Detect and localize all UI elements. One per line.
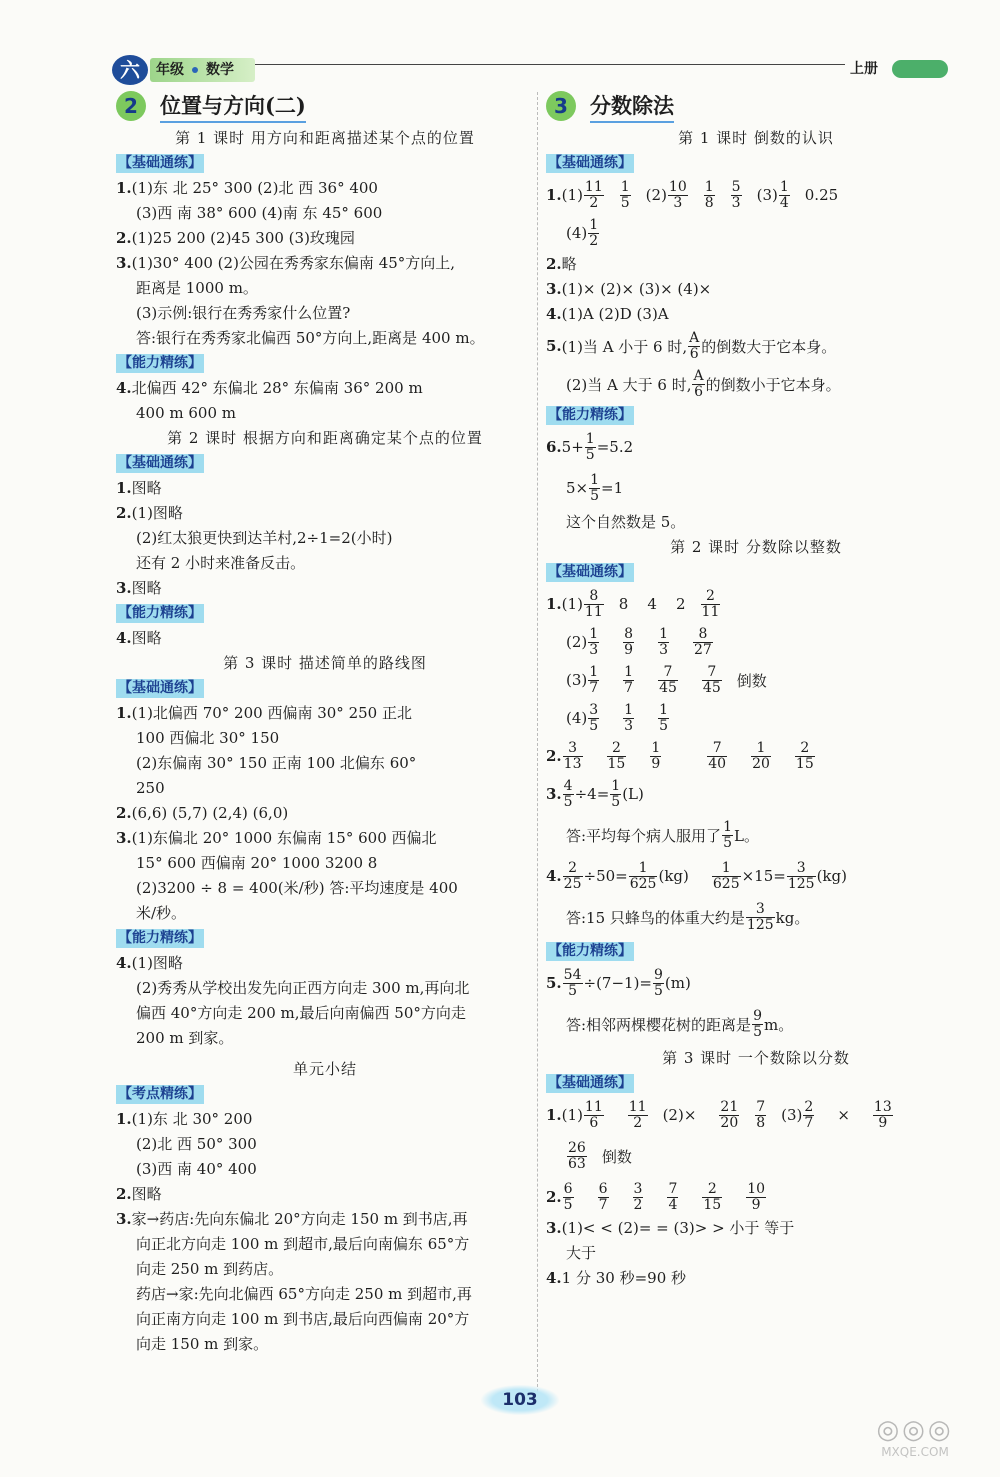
answer-line: 向正北方向走 100 m 到超市,最后向南偏东 65°方 [136,1235,470,1253]
fraction: $\frac{4}{5}$ [563,777,573,810]
answer-line: 2. $\frac{3}{13}$ $\frac{2}{15}$ $\frac{1}{9}$ $\frac{7}{40}$ $\frac{1}{20}$ $\frac{2}{15}$ [546,739,814,772]
fraction: $\frac{1}{7}$ [624,663,634,696]
answer-line: (3) $\frac{1}{7}$ $\frac{1}{7}$ $\frac{7}{45}$ $\frac{7}{45}$ 倒数 [566,663,767,696]
answer-line: 向走 150 m 到家。 [136,1335,269,1353]
answer-line: 5. $\frac{54}{5}$ ÷(7−1)= $\frac{9}{5}$ (m) [546,966,691,999]
answer-line: 3.(1)东偏北 20° 1000 东偏南 15° 600 西偏北 [116,829,437,847]
fraction: $\frac{1}{625}$ [629,859,657,892]
fraction: $\frac{1}{3}$ [589,625,599,658]
fraction: $\frac{7}{45}$ [659,663,677,696]
answer-line: 3.家→药店:先向东偏北 20°方向走 150 m 到书店,再 [116,1210,468,1228]
fraction: $\frac{26}{63}$ [568,1139,586,1172]
fraction: $\frac{9}{5}$ [654,966,663,999]
fraction: $\frac{5}{3}$ [731,178,741,211]
fraction: $\frac{1}{3}$ [624,701,634,734]
fraction: $\frac{1}{2}$ [589,216,599,249]
answer-line: 5× $\frac{1}{5}$ =1 [566,471,624,504]
practice-tag: 【能力精练】 [118,605,202,621]
answer-line: (4) $\frac{3}{5}$ $\frac{1}{3}$ $\frac{1}{5}$ [566,701,669,734]
column-divider [537,92,538,1392]
answer-line: (2)3200 ÷ 8 = 400(米/秒) 答:平均速度是 400 [136,879,458,897]
answer-line: 3.(1)× (2)× (3)× (4)× [546,280,712,298]
answer-line: 2. $\frac{6}{5}$ $\frac{6}{7}$ $\frac{3}{2}$ $\frac{7}{4}$ $\frac{2}{15}$ $\frac{10}{9}$ [546,1180,766,1213]
answer-line: 2.(1)25 200 (2)45 300 (3)玫瑰园 [116,229,355,247]
answer-line: 大于 [566,1244,597,1262]
practice-tag: 【能力精练】 [548,407,632,423]
fraction: $\frac{1}{9}$ [651,739,661,772]
section-number: 2 [116,91,146,121]
answer-line: (2) $\frac{1}{3}$ $\frac{8}{9}$ $\frac{1}{3}$ $\frac{8}{27}$ [566,625,712,658]
answer-line: 200 m 到家。 [136,1029,234,1047]
fraction: $\frac{54}{5}$ [563,966,582,999]
fraction: $\frac{2}{15}$ [703,1180,722,1213]
fraction: $\frac{3}{125}$ [746,900,774,933]
answer-line: 偏西 40°方向走 200 m,最后向南偏西 50°方向走 [136,1004,466,1022]
answer-line: $\frac{26}{63}$ 倒数 [568,1139,632,1172]
fraction: $\frac{1}{5}$ [659,701,669,734]
answer-line: (3)西 南 38° 600 (4)南 东 45° 600 [136,204,383,222]
fraction: $\frac{1}{4}$ [779,178,789,211]
section-title [546,88,966,124]
answer-line: (2)北 西 50° 300 [136,1135,257,1153]
fraction: $\frac{1}{5}$ [590,471,600,504]
lesson-title: 第 1 课时 用方向和距离描述某个点的位置 [175,129,475,147]
answer-line: 15° 600 西偏南 20° 1000 3200 8 [136,854,378,872]
fraction: $\frac{1}{7}$ [589,663,599,696]
header-rule [255,64,845,65]
fraction: $\frac{1}{5}$ [585,430,595,463]
fraction: $\frac{8}{27}$ [694,625,712,658]
fraction: $\frac{A}{6}$ [689,329,700,362]
section-number: 3 [546,91,576,121]
fraction: $\frac{7}{8}$ [756,1098,766,1131]
fraction: $\frac{1}{5}$ [723,818,732,851]
fraction: $\frac{21}{20}$ [720,1098,739,1131]
dot-icon [192,67,198,73]
practice-tag: 【能力精练】 [118,355,202,371]
fraction: $\frac{11}{2}$ [628,1098,647,1131]
practice-tag: 【基础通练】 [548,564,632,580]
answer-line: (2)当 A 大于 6 时, $\frac{A}{6}$ 的倒数小于它本身。 [566,367,841,400]
fraction: $\frac{8}{11}$ [584,587,603,620]
answer-line: (4) $\frac{1}{2}$ [566,216,599,249]
practice-tag: 【基础通练】 [118,680,202,696]
answer-line: 400 m 600 m [136,404,237,422]
fraction: $\frac{7}{40}$ [708,739,727,772]
answer-line: 距离是 1000 m。 [136,279,258,297]
answer-line: 向走 250 m 到药店。 [136,1260,284,1278]
fraction: $\frac{10}{3}$ [668,178,687,211]
answer-line: 1. (1) $\frac{8}{11}$ 8 4 2 $\frac{2}{11}$ [546,587,720,620]
answer-line: 250 [136,779,165,797]
answer-line: 4.1 分 30 秒=90 秒 [546,1269,687,1287]
answer-line: (3)示例:银行在秀秀家什么位置? [136,304,351,322]
answer-line: 2.(6,6) (5,7) (2,4) (6,0) [116,804,289,822]
answer-line: 4.北偏西 42° 东偏北 28° 东偏南 36° 200 m [116,379,423,397]
answer-line: 向正南方向走 100 m 到书店,最后向西偏南 20°方 [136,1310,470,1328]
fraction: $\frac{2}{7}$ [804,1098,814,1131]
answer-line: 1.图略 [116,479,162,497]
answer-line: 3.图略 [116,579,162,597]
answer-line: (3)西 南 40° 400 [136,1160,257,1178]
volume-label: 上册 [850,61,878,77]
fraction: $\frac{13}{9}$ [873,1098,892,1131]
left-column [116,88,534,1357]
fraction: $\frac{1}{8}$ [704,178,714,211]
answer-line: 5. (1)当 A 小于 6 时, $\frac{A}{6}$ 的倒数大于它本身。 [546,329,837,362]
practice-tag: 【基础通练】 [548,155,632,171]
fraction: $\frac{10}{9}$ [747,1180,766,1213]
fraction: $\frac{3}{2}$ [633,1180,643,1213]
answer-line: 还有 2 小时来准备反击。 [136,554,306,572]
practice-tag: 【能力精练】 [548,943,632,959]
answer-line: 米/秒。 [136,904,187,922]
answer-line: 3.(1)30° 400 (2)公园在秀秀家东偏南 45°方向上, [116,254,456,272]
fraction: $\frac{2}{15}$ [795,739,814,772]
lesson-title: 第 3 课时 一个数除以分数 [662,1049,850,1067]
answer-line: 1. (1) $\frac{11}{6}$ $\frac{11}{2}$ (2)× $\frac{21}{20}$ $\frac{7}{8}$ (3) $\frac{2}{7}$ × $\frac{13}{9}$ [546,1098,892,1131]
answer-line: 4.(1)图略 [116,954,183,972]
fraction: $\frac{3}{13}$ [563,739,582,772]
fraction: $\frac{A}{6}$ [693,367,704,400]
lesson-title: 第 3 课时 描述简单的路线图 [223,654,427,672]
fraction: $\frac{1}{625}$ [712,859,740,892]
practice-tag: 【基础通练】 [118,155,202,171]
fraction: $\frac{2}{11}$ [701,587,720,620]
answer-line: (2)秀秀从学校出发先向正西方向走 300 m,再向北 [136,979,470,997]
page-number: 103 [481,1385,559,1415]
answer-line: (2)红太狼更快到达羊村,2÷1=2(小时) [136,529,393,547]
watermark-logo-icon: ◎◎◎ [876,1415,954,1445]
unit-summary-title: 单元小结 [292,1060,357,1078]
lesson-title: 第 2 课时 分数除以整数 [670,538,842,556]
answer-line: 答:相邻两棵樱花树的距离是 $\frac{9}{5}$ m。 [566,1007,794,1040]
fraction: $\frac{1}{20}$ [752,739,770,772]
fraction: $\frac{7}{45}$ [702,663,721,696]
fraction: $\frac{11}{6}$ [584,1098,603,1131]
fraction: $\frac{11}{2}$ [584,178,603,211]
grade-label: 年级 [156,62,184,78]
answer-line: 6. 5+ $\frac{1}{5}$ =5.2 [546,430,634,463]
practice-tag: 【基础通练】 [118,455,202,471]
answer-line: 1. (1) $\frac{11}{2}$ $\frac{1}{5}$ (2) $\frac{10}{3}$ $\frac{1}{8}$ $\frac{5}{3}$ (3) $\frac{1}{4}$ 0.25 [546,178,839,211]
answer-line: 药店→家:先向北偏西 65°方向走 250 m 到超市,再 [136,1285,472,1303]
section-name: 分数除法 [590,90,674,123]
fraction: $\frac{3}{125}$ [787,859,815,892]
fraction: $\frac{1}{5}$ [611,777,621,810]
section-name: 位置与方向(二) [160,90,306,123]
answer-line: 这个自然数是 5。 [566,513,686,531]
fraction: $\frac{1}{5}$ [620,178,630,211]
answer-line: 3.(1)< < (2)= = (3)> > 小于 等于 [546,1219,795,1237]
answer-line: 2.图略 [116,1185,162,1203]
section-title [116,88,534,124]
answer-line: 3. $\frac{4}{5}$ ÷4= $\frac{1}{5}$ (L) [546,777,644,810]
practice-tag: 【基础通练】 [548,1075,632,1091]
watermark [855,1415,975,1473]
fraction: $\frac{2}{15}$ [607,739,626,772]
answer-line: 1.(1)东 北 30° 200 [116,1110,253,1128]
grade-badge: 六 [112,55,148,85]
fraction: $\frac{9}{5}$ [753,1007,762,1040]
answer-line: 4. $\frac{2}{25}$ ÷50= $\frac{1}{625}$ (kg) $\frac{1}{625}$ ×15= $\frac{3}{125}$ (kg) [546,859,847,892]
subject-label: 数学 [206,62,234,78]
fraction: $\frac{8}{9}$ [624,625,634,658]
answer-line: 1.(1)东 北 25° 300 (2)北 西 36° 400 [116,179,378,197]
series-tag-icon [892,60,948,78]
answer-line: 2.(1)图略 [116,504,183,522]
answer-line: 答:银行在秀秀家北偏西 50°方向上,距离是 400 m。 [136,329,485,347]
grade-subject-label [150,58,255,82]
fraction: $\frac{1}{3}$ [659,625,669,658]
answer-line: 2.略 [546,255,577,273]
answer-line: 4.图略 [116,629,162,647]
answer-line: (2)东偏南 30° 150 正南 100 北偏东 60° [136,754,417,772]
watermark-domain: MXQE.COM [881,1445,949,1459]
fraction: $\frac{6}{5}$ [563,1180,573,1213]
right-column [546,88,966,1291]
answer-line: 答:15 只蜂鸟的体重大约是 $\frac{3}{125}$ kg。 [566,900,810,933]
lesson-title: 第 2 课时 根据方向和距离确定某个点的位置 [167,429,483,447]
practice-tag: 【考点精练】 [118,1086,202,1102]
answer-line: 4.(1)A (2)D (3)A [546,305,669,323]
answer-line: 答:平均每个病人服用了 $\frac{1}{5}$ L。 [566,818,759,851]
fraction: $\frac{3}{5}$ [589,701,599,734]
answer-line: 1.(1)北偏西 70° 200 西偏南 30° 250 正北 [116,704,412,722]
answer-line: 100 西偏北 30° 150 [136,729,280,747]
fraction: $\frac{6}{7}$ [598,1180,608,1213]
fraction: $\frac{7}{4}$ [668,1180,678,1213]
lesson-title: 第 1 课时 倒数的认识 [678,129,834,147]
practice-tag: 【能力精练】 [118,930,202,946]
fraction: $\frac{2}{25}$ [563,859,582,892]
